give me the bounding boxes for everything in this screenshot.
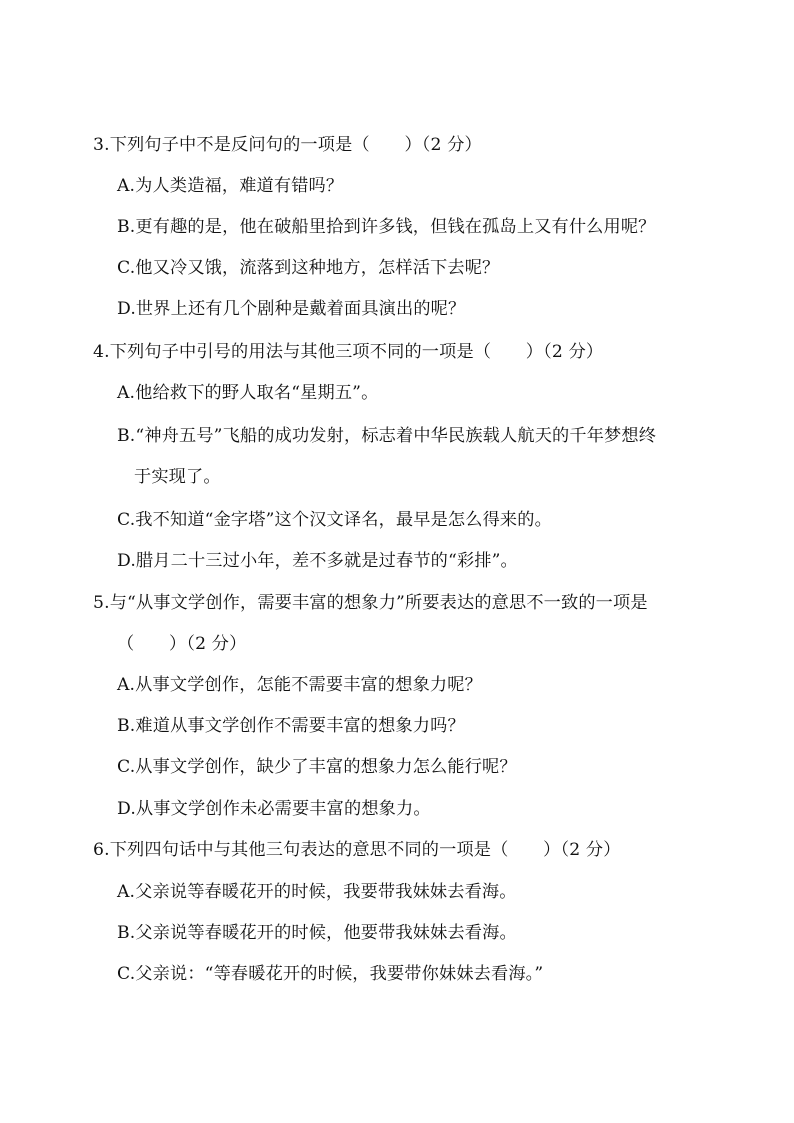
question-6-option-a: A.父亲说等春暖花开的时候，我要带我妹妹去看海。: [117, 882, 517, 902]
question-3-option-a: A.为人类造福，难道有错吗？: [117, 176, 344, 196]
question-5-option-b: B.难道从事文学创作不需要丰富的想象力吗？: [117, 716, 465, 736]
question-6-stem: 6.下列四句话中与其他三句表达的意思不同的一项是（ ）（2 分）: [93, 840, 621, 860]
question-5-option-c: C.从事文学创作，缺少了丰富的想象力怎么能行呢？: [117, 757, 517, 777]
question-5-option-a: A.从事文学创作，怎能不需要丰富的想象力呢？: [117, 675, 482, 695]
question-6-option-b: B.父亲说等春暖花开的时候，他要带我妹妹去看海。: [117, 923, 517, 943]
question-4-option-d: D.腊月二十三过小年，差不多就是过春节的“彩排”。: [117, 551, 518, 571]
question-4-stem: 4.下列句子中引号的用法与其他三项不同的一项是（ ）（2 分）: [93, 342, 604, 362]
question-3-option-b: B.更有趣的是，他在破船里拾到许多钱，但钱在孤岛上又有什么用呢？: [117, 217, 656, 237]
question-4-option-c: C.我不知道“金字塔”这个汉文译名，最早是怎么得来的。: [117, 510, 552, 530]
question-4-option-b-continued: 于实现了。: [134, 467, 221, 487]
question-3-stem: 3.下列句子中不是反问句的一项是（ ）（2 分）: [93, 135, 482, 155]
question-5-option-d: D.从事文学创作未必需要丰富的想象力。: [117, 799, 431, 819]
question-4-option-a: A.他给救下的野人取名“星期五”。: [117, 383, 379, 403]
question-6-option-c: C.父亲说：“等春暖花开的时候，我要带你妹妹去看海。”: [117, 964, 544, 984]
question-4-option-b: B.“神舟五号”飞船的成功发射，标志着中华民族载人航天的千年梦想终: [117, 426, 657, 446]
question-5-stem: 5.与“从事文学创作，需要丰富的想象力”所要表达的意思不一致的一项是: [93, 593, 648, 613]
question-3-option-d: D.世界上还有几个剧种是戴着面具演出的呢？: [117, 299, 466, 319]
question-3-option-c: C.他又冷又饿，流落到这种地方，怎样活下去呢？: [117, 258, 500, 278]
question-5-stem-continued: （ ）（2 分）: [117, 634, 247, 654]
